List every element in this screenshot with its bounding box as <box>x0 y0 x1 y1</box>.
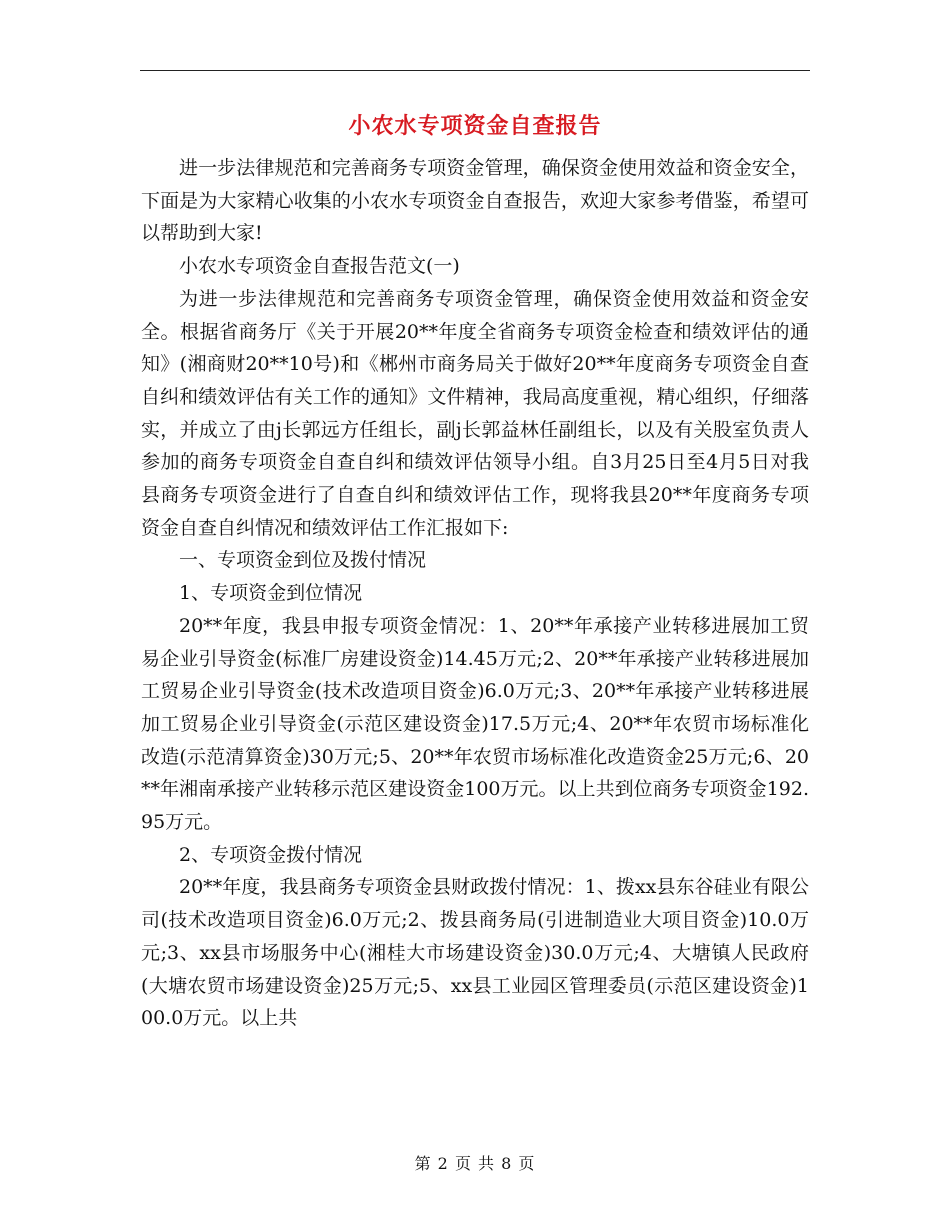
page-number: 第 2 页 共 8 页 <box>414 1154 536 1173</box>
paragraph-intro: 进一步法律规范和完善商务专项资金管理，确保资金使用效益和资金安全，下面是为大家精心收集的小农水专项资金自查报告，欢迎大家参考借鉴，希望可以帮助到大家! <box>141 157 809 245</box>
paragraph-sample-heading: 小农水专项资金自查报告范文(一) <box>179 255 460 278</box>
paragraph-funds-disbursed: 20**年度，我县商务专项资金县财政拨付情况：1、拨xx县东谷硅业有限公司(技术改造项目资金)6.0万元;2、拨县商务局(引进制造业大项目资金)10.0万元;3、xx县市场服务中心(湘桂大市场建设资金)30.0万元;4、大塘镇人民政府(大塘农贸市场建设资金)25万元;5、xx县工业园区管理委员(示范区建设资金)100.0万元。以上共 <box>141 876 809 1030</box>
document-title: 小农水专项资金自查报告 <box>348 113 602 139</box>
document-body <box>141 152 809 1035</box>
paragraph-background: 为进一步法律规范和完善商务专项资金管理，确保资金使用效益和资金安全。根据省商务厅《关于开展20**年度全省商务专项资金检查和绩效评估的通知》(湘商财20**10号)和《郴州市商务局关于做好20**年度商务专项资金自查自纠和绩效评估有关工作的通知》文件精神，我局高度重视，精心组织，仔细落实，并成立了由j长郭远方任组长，副j长郭益林任副组长，以及有关股室负责人参加的商务专项资金自查自纠和绩效评估领导小组。自3月25日至4月5日对我县商务专项资金进行了自查自纠和绩效评估工作，现将我县20**年度商务专项资金自查自纠情况和绩效评估工作汇报如下: <box>141 287 809 539</box>
header-rule <box>140 70 810 71</box>
section-heading-1: 一、专项资金到位及拨付情况 <box>179 549 427 572</box>
subsection-heading-1-1: 1、专项资金到位情况 <box>179 582 363 605</box>
subsection-heading-1-2: 2、专项资金拨付情况 <box>179 843 363 866</box>
paragraph-funds-received: 20**年度，我县申报专项资金情况：1、20**年承接产业转移进展加工贸易企业引导资金(标准厂房建设资金)14.45万元;2、20**年承接产业转移进展加工贸易企业引导资金(技术改造项目资金)6.0万元;3、20**年承接产业转移进展加工贸易企业引导资金(示范区建设资金)17.5万元;4、20**年农贸市场标准化改造(示范清算资金)30万元;5、20**年农贸市场标准化改造资金25万元;6、20**年湘南承接产业转移示范区建设资金100万元。以上共到位商务专项资金192.95万元。 <box>141 614 809 834</box>
